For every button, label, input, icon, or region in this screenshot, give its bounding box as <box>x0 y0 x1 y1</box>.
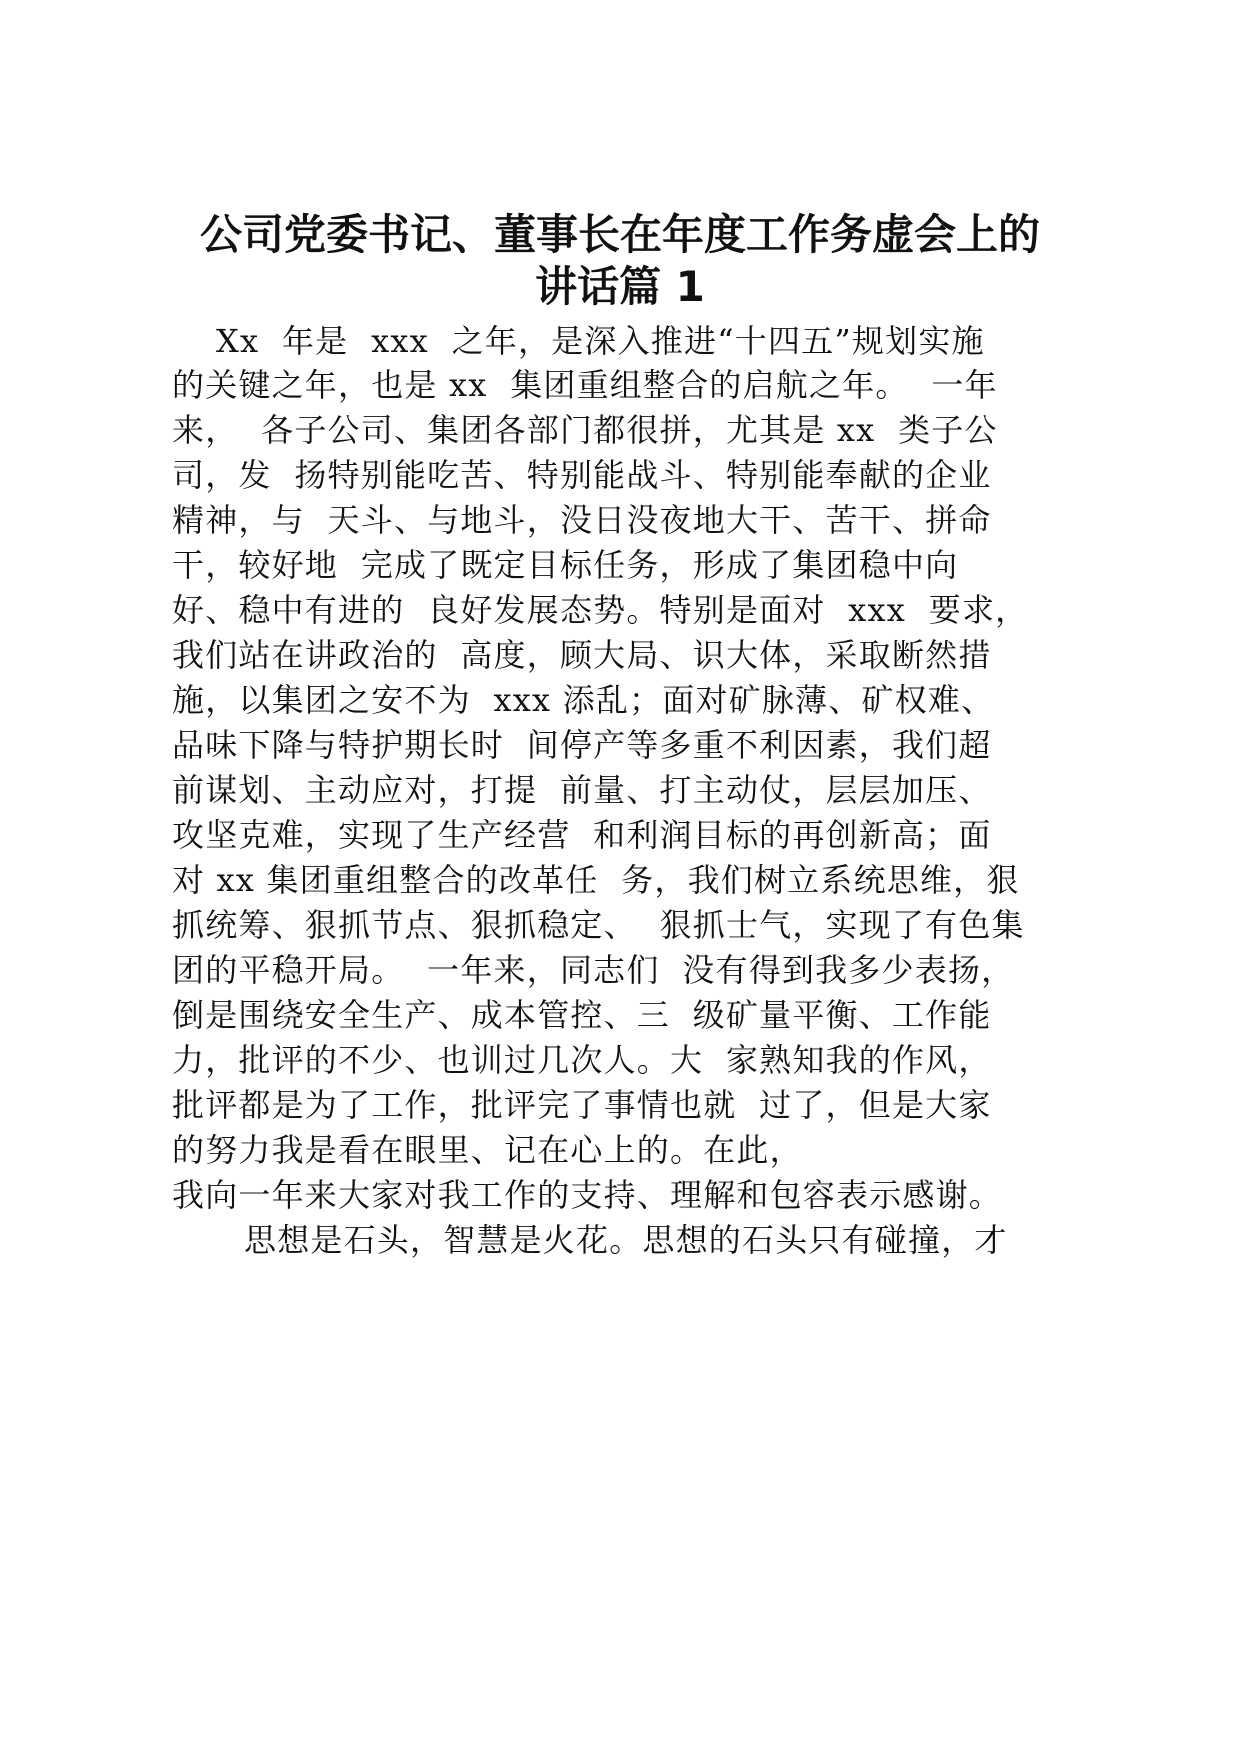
body-line: 批评都是为了工作，批评完了事情也就 过了，但是大家 <box>172 1086 992 1124</box>
body-line: 对 xx 集团重组整合的改革任 务，我们树立系统思维，狠 <box>172 861 1020 899</box>
body-line: 倒是围绕安全生产、成本管控、三 级矿量平衡、工作能 <box>172 996 992 1034</box>
body-line: 力，批评的不少、也训过几次人。大 家熟知我的作风， <box>172 1041 992 1079</box>
body-line: 精神，与 天斗、与地斗，没日没夜地大干、苦干、拼命 <box>172 501 992 539</box>
body-line: 来， 各子公司、集团各部门都很拼，尤其是 xx 类子公 <box>172 411 998 449</box>
body-line: 的努力我是看在眼里、记在心上的。在此， <box>172 1131 803 1169</box>
body-line: 抓统筹、狠抓节点、狠抓稳定、 狠抓士气，实现了有色集 <box>172 906 1025 944</box>
body-line: 团的平稳开局。 一年来，同志们 没有得到我多少表扬， <box>172 951 1015 989</box>
body-line: 攻坚克难，实现了生产经营 和利润目标的再创新高；面 <box>172 816 992 854</box>
body-line: 干，较好地 完成了既定目标任务，形成了集团稳中向 <box>172 546 959 584</box>
body-line: Xx 年是 xxx 之年，是深入推进“十四五”规划实施 <box>216 322 985 360</box>
document-title-line-1: 公司党委书记、董事长在年度工作务虚会上的 <box>199 210 1040 259</box>
body-line: 施，以集团之安不为 xxx 添乱；面对矿脉薄、矿权难、 <box>172 681 995 719</box>
body-line: 我们站在讲政治的 高度，顾大局、识大体，采取断然措 <box>172 636 992 674</box>
body-line: 思想是石头，智慧是火花。思想的石头只有碰撞，才 <box>244 1221 1008 1259</box>
document-title-line-2: 讲话篇 1 <box>535 262 705 311</box>
body-line: 我向一年来大家对我工作的支持、理解和包容表示感谢。 <box>172 1176 1003 1214</box>
body-line: 好、稳中有进的 良好发展态势。特别是面对 xxx 要求， <box>172 591 1029 629</box>
body-line: 的关键之年，也是 xx 集团重组整合的启航之年。 一年 <box>172 366 998 404</box>
body-line: 前谋划、主动应对，打提 前量、打主动仗，层层加压、 <box>172 771 992 809</box>
body-line: 品味下降与特护期长时 间停产等多重不利因素，我们超 <box>172 726 992 764</box>
body-line: 司，发 扬特别能吃苦、特别能战斗、特别能奉献的企业 <box>172 456 992 494</box>
